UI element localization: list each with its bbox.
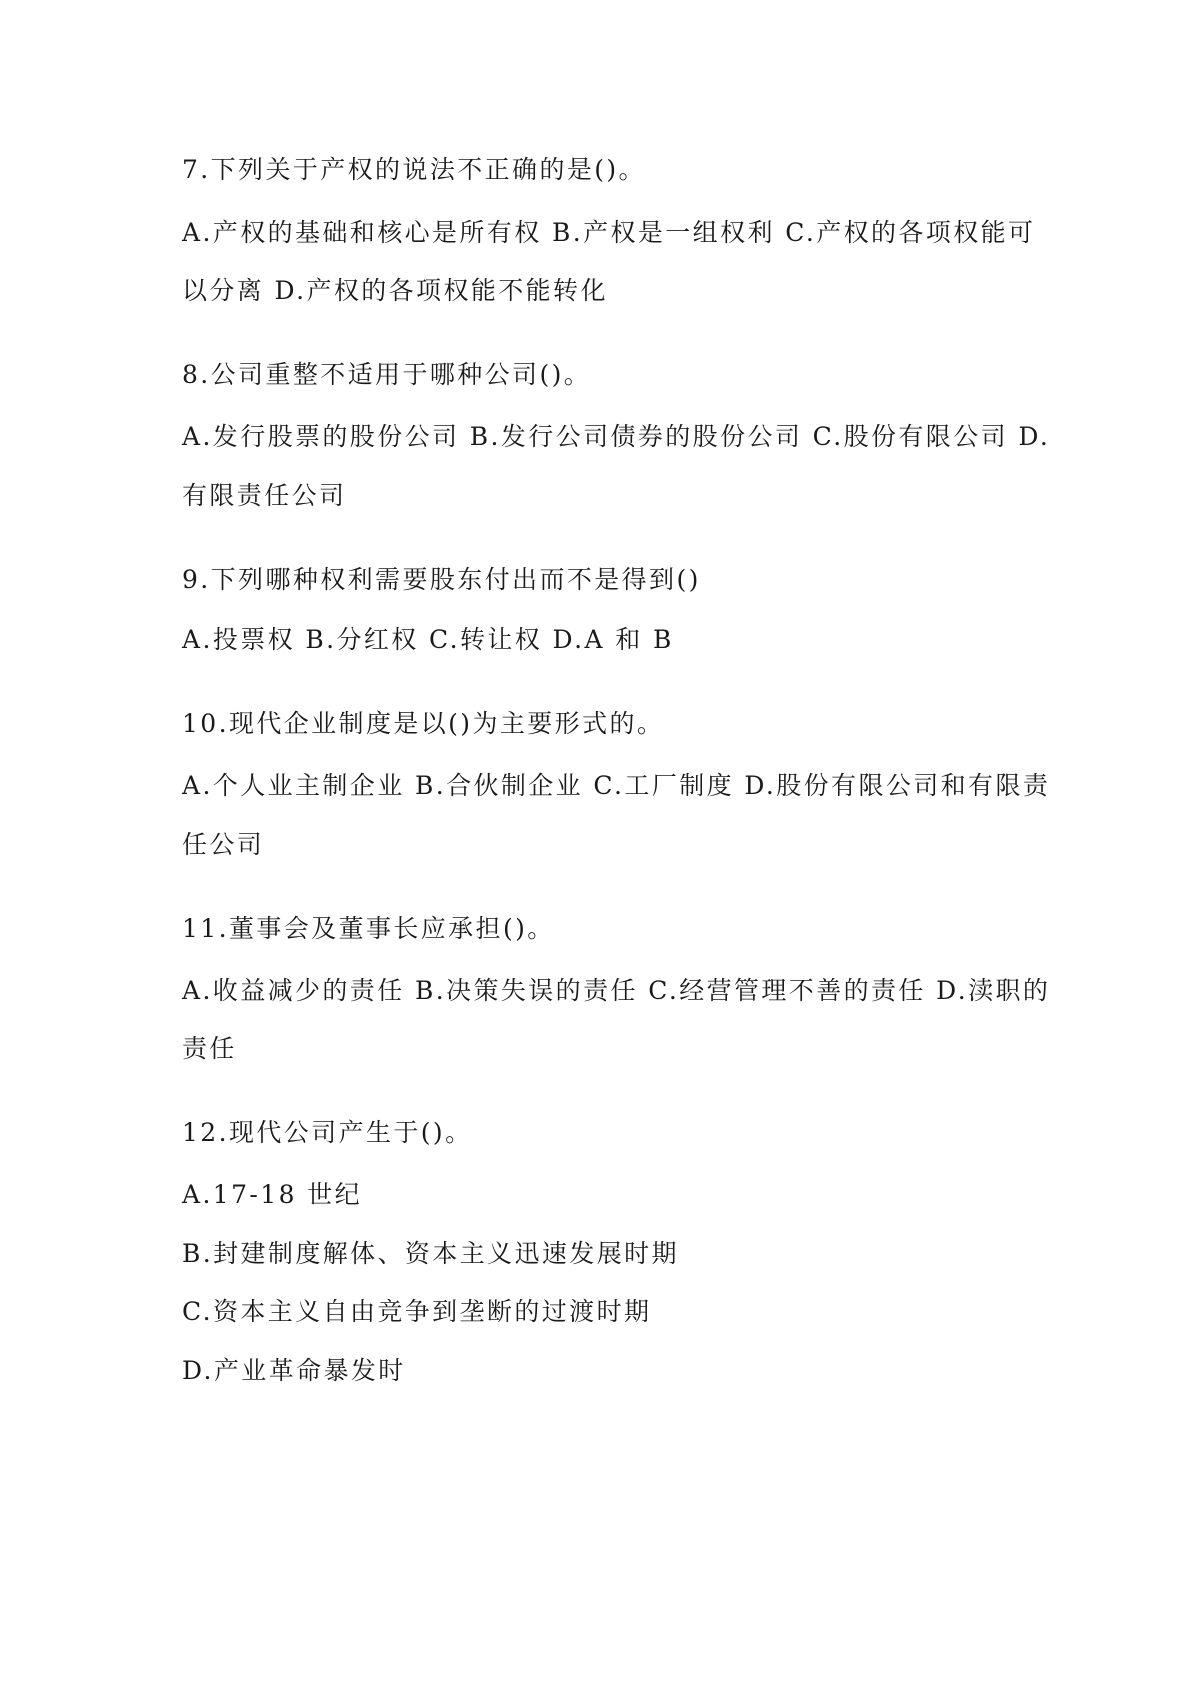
question-12-option-d: D.产业革命暴发时 — [182, 1356, 406, 1385]
question-9-stem: 9.下列哪种权利需要股东付出而不是得到() — [182, 565, 701, 594]
question-12-stem: 12.现代公司产生于()。 — [182, 1118, 473, 1147]
question-10-options-line-1: A.个人业主制企业 B.合伙制企业 C.工厂制度 D.股份有限公司和有限责 — [182, 771, 1051, 800]
question-7-options-line-1: A.产权的基础和核心是所有权 B.产权是一组权利 C.产权的各项权能可 — [182, 218, 1036, 247]
question-10-options-line-2: 任公司 — [182, 830, 265, 859]
question-9-options-line-1: A.投票权 B.分红权 C.转让权 D.A 和 B — [182, 625, 674, 654]
question-8-options-line-2: 有限责任公司 — [182, 481, 347, 510]
question-8-options-line-1: A.发行股票的股份公司 B.发行公司债券的股份公司 C.股份有限公司 D. — [182, 422, 1051, 451]
question-11-stem: 11.董事会及董事长应承担()。 — [182, 914, 555, 943]
question-12-option-a: A.17-18 世纪 — [182, 1180, 363, 1209]
question-7-options-line-2: 以分离 D.产权的各项权能不能转化 — [182, 276, 608, 305]
question-11-options-line-1: A.收益减少的责任 B.决策失误的责任 C.经营管理不善的责任 D.渎职的 — [182, 976, 1051, 1005]
question-10-stem: 10.现代企业制度是以()为主要形式的。 — [182, 709, 665, 738]
question-11-options-line-2: 责任 — [182, 1034, 237, 1063]
question-12-option-b: B.封建制度解体、资本主义迅速发展时期 — [182, 1239, 679, 1268]
question-7-stem: 7.下列关于产权的说法不正确的是()。 — [182, 155, 646, 184]
question-8-stem: 8.公司重整不适用于哪种公司()。 — [182, 360, 592, 389]
question-12-option-c: C.资本主义自由竞争到垄断的过渡时期 — [182, 1297, 652, 1326]
